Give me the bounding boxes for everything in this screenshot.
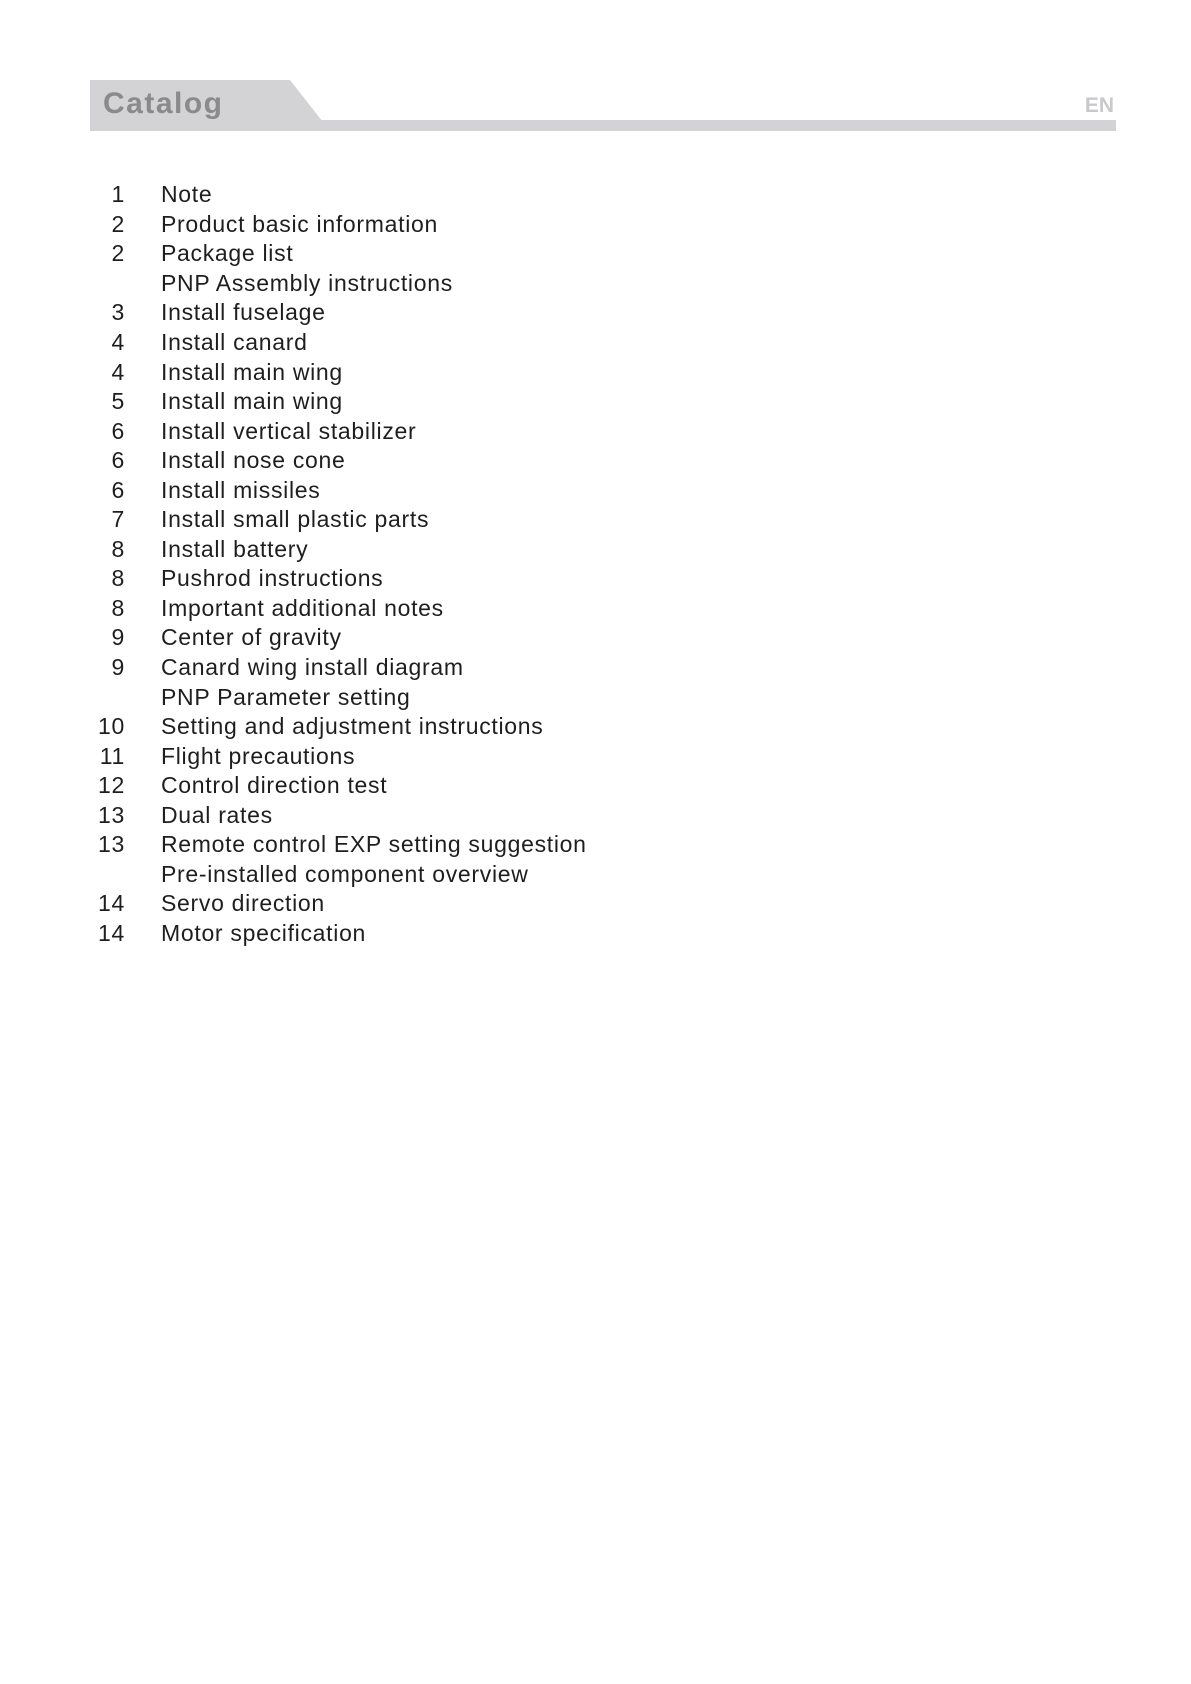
toc-entry <box>90 889 587 919</box>
toc-entry <box>90 505 587 535</box>
toc-page-number: 14 <box>98 919 125 946</box>
toc-title: Install main wing <box>161 388 343 415</box>
toc-entry <box>90 416 587 446</box>
language-label: EN <box>1084 94 1114 117</box>
toc-page-number: 2 <box>111 210 125 237</box>
toc-entry <box>90 328 587 358</box>
toc-title: Control direction test <box>161 772 388 799</box>
toc-entry <box>90 712 587 742</box>
toc-page-number: 10 <box>98 713 125 740</box>
toc-entry <box>90 535 587 565</box>
catalog-header <box>90 80 1116 132</box>
toc-page-number: 8 <box>111 565 125 592</box>
toc-title: Package list <box>161 240 294 267</box>
toc-entry <box>90 387 587 417</box>
toc-title: Install canard <box>161 329 308 355</box>
toc-entry <box>90 475 587 505</box>
page-title: Catalog <box>103 87 224 120</box>
toc-page-number: 9 <box>111 654 125 681</box>
toc-title: Servo direction <box>161 890 325 917</box>
toc-title: Install battery <box>161 535 309 562</box>
toc-entry <box>90 357 587 387</box>
toc-page-number: 1 <box>111 181 125 208</box>
toc-page-number: 9 <box>111 624 125 651</box>
toc-entry <box>90 771 587 801</box>
toc-title: Pushrod instructions <box>161 565 384 592</box>
toc-page-number: 4 <box>111 358 125 385</box>
toc-entry <box>90 800 587 830</box>
toc-title: Install nose cone <box>161 447 346 474</box>
toc-page-number: 3 <box>111 299 125 326</box>
toc-entry <box>90 623 587 653</box>
table-of-contents <box>90 180 587 948</box>
toc-entry <box>90 269 587 299</box>
toc-page-number: 8 <box>111 535 125 562</box>
toc-page-number: 6 <box>111 447 125 474</box>
toc-entry <box>90 653 587 683</box>
toc-entry <box>90 239 587 269</box>
toc-page-number: 2 <box>111 240 125 267</box>
toc-page-number: 5 <box>111 388 125 415</box>
toc-entry <box>90 210 587 240</box>
toc-entry <box>90 860 587 890</box>
toc-title: Setting and adjustment instructions <box>161 713 544 740</box>
toc-title: Remote control EXP setting suggestion <box>161 831 587 858</box>
toc-title: Install missiles <box>161 476 321 503</box>
toc-title: Center of gravity <box>161 624 342 651</box>
toc-entry <box>90 682 587 712</box>
toc-page-number: 8 <box>111 594 125 621</box>
toc-title: Note <box>161 181 213 208</box>
toc-title: Install vertical stabilizer <box>161 417 417 444</box>
toc-title: PNP Parameter setting <box>161 683 411 710</box>
toc-page-number: 11 <box>99 742 125 769</box>
toc-title: Dual rates <box>161 801 273 828</box>
toc-entry <box>90 564 587 594</box>
toc-entry <box>90 298 587 328</box>
toc-title: Important additional notes <box>161 594 444 621</box>
toc-page-number: 13 <box>98 801 125 828</box>
toc-title: Canard wing install diagram <box>161 654 464 681</box>
toc-page-number: 14 <box>98 890 125 917</box>
toc-title: Pre-installed component overview <box>161 860 529 887</box>
toc-title: Install small plastic parts <box>161 506 430 533</box>
toc-entry <box>90 446 587 476</box>
toc-page-number: 7 <box>111 506 125 533</box>
toc-entry <box>90 741 587 771</box>
toc-page-number: 12 <box>98 772 125 799</box>
toc-title: Motor specification <box>161 919 367 946</box>
toc-title: Flight precautions <box>161 742 356 769</box>
toc-entry <box>90 830 587 860</box>
toc-title: Install main wing <box>161 358 343 385</box>
toc-page-number: 13 <box>98 831 125 858</box>
toc-entry <box>90 594 587 624</box>
toc-title: Product basic information <box>161 210 439 237</box>
toc-entry <box>90 919 587 949</box>
toc-page-number: 6 <box>111 417 125 444</box>
toc-entry <box>90 180 587 210</box>
toc-page-number: 4 <box>111 329 125 355</box>
toc-title: Install fuselage <box>161 299 326 326</box>
toc-page-number: 6 <box>111 476 125 503</box>
toc-title: PNP Assembly instructions <box>161 269 453 296</box>
